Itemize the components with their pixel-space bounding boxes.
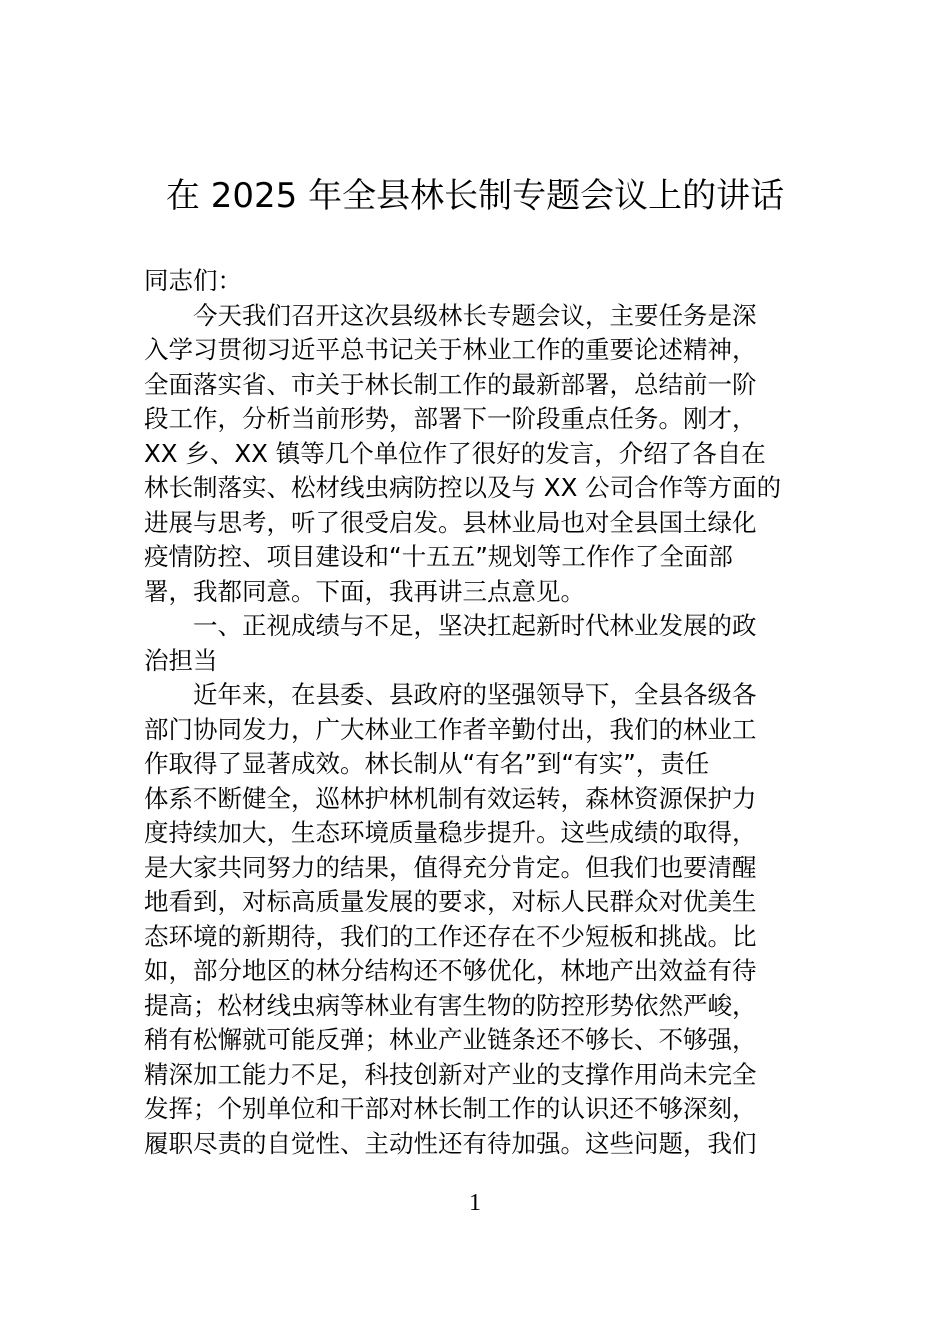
paragraph-line: 今天我们召开这次县级林长专题会议，主要任务是深: [193, 300, 757, 330]
page-number: 1: [469, 1190, 481, 1216]
paragraph-line: 进展与思考，听了很受启发。县林业局也对全县国土绿化: [144, 507, 757, 537]
document-body: [144, 264, 824, 1161]
paragraph-line: XX 乡、XX 镇等几个单位作了很好的发言，介绍了各自在: [144, 438, 766, 468]
paragraph-line: 提高；松材线虫病等林业有害生物的防控形势依然严峻，: [144, 990, 757, 1020]
paragraph-line: 疫情防控、项目建设和“十五五”规划等工作作了全面部: [144, 542, 733, 571]
salutation: 同志们：: [144, 266, 242, 295]
paragraph-line: 部门协同发力，广大林业工作者辛勤付出，我们的林业工: [144, 714, 757, 744]
paragraph-line: 履职尽责的自觉性、主动性还有待加强。这些问题，我们: [144, 1128, 757, 1158]
section-heading-line: 治担当: [144, 645, 218, 675]
paragraph-line: 精深加工能力不足，科技创新对产业的支撑作用尚未完全: [144, 1059, 757, 1089]
paragraph-line: 段工作，分析当前形势，部署下一阶段重点任务。刚才，: [144, 404, 757, 433]
paragraph-line: 林长制落实、松材线虫病防控以及与 XX 公司合作等方面的: [144, 473, 782, 502]
section-heading-line: 一、正视成绩与不足，坚决扛起新时代林业发展的政: [193, 611, 757, 640]
paragraph-line: 作取得了显著成效。林长制从“有名”到“有实”，责任: [144, 749, 710, 778]
paragraph-line: 是大家共同努力的结果，值得充分肯定。但我们也要清醒: [144, 852, 757, 882]
paragraph-line: 如，部分地区的林分结构还不够优化，林地产出效益有待: [144, 956, 757, 985]
paragraph-line: 度持续加大，生态环境质量稳步提升。这些成绩的取得，: [144, 818, 757, 847]
document-title: 在 2025 年全县林长制专题会议上的讲话: [165, 176, 785, 216]
paragraph-line: 全面落实省、市关于林长制工作的最新部署，总结前一阶: [144, 369, 757, 399]
paragraph-line: 近年来，在县委、县政府的坚强领导下，全县各级各: [193, 680, 757, 709]
paragraph-line: 稍有松懈就可能反弹；林业产业链条还不够长、不够强，: [144, 1025, 757, 1054]
paragraph-line: 入学习贯彻习近平总书记关于林业工作的重要论述精神，: [144, 335, 757, 364]
paragraph-line: 发挥；个别单位和干部对林长制工作的认识还不够深刻，: [144, 1094, 757, 1123]
paragraph-line: 地看到，对标高质量发展的要求，对标人民群众对优美生: [144, 887, 757, 916]
paragraph-line: 态环境的新期待，我们的工作还存在不少短板和挑战。比: [144, 921, 757, 951]
paragraph-line: 体系不断健全，巡林护林机制有效运转，森林资源保护力: [144, 783, 757, 813]
paragraph-line: 署，我都同意。下面，我再讲三点意见。: [144, 576, 585, 606]
